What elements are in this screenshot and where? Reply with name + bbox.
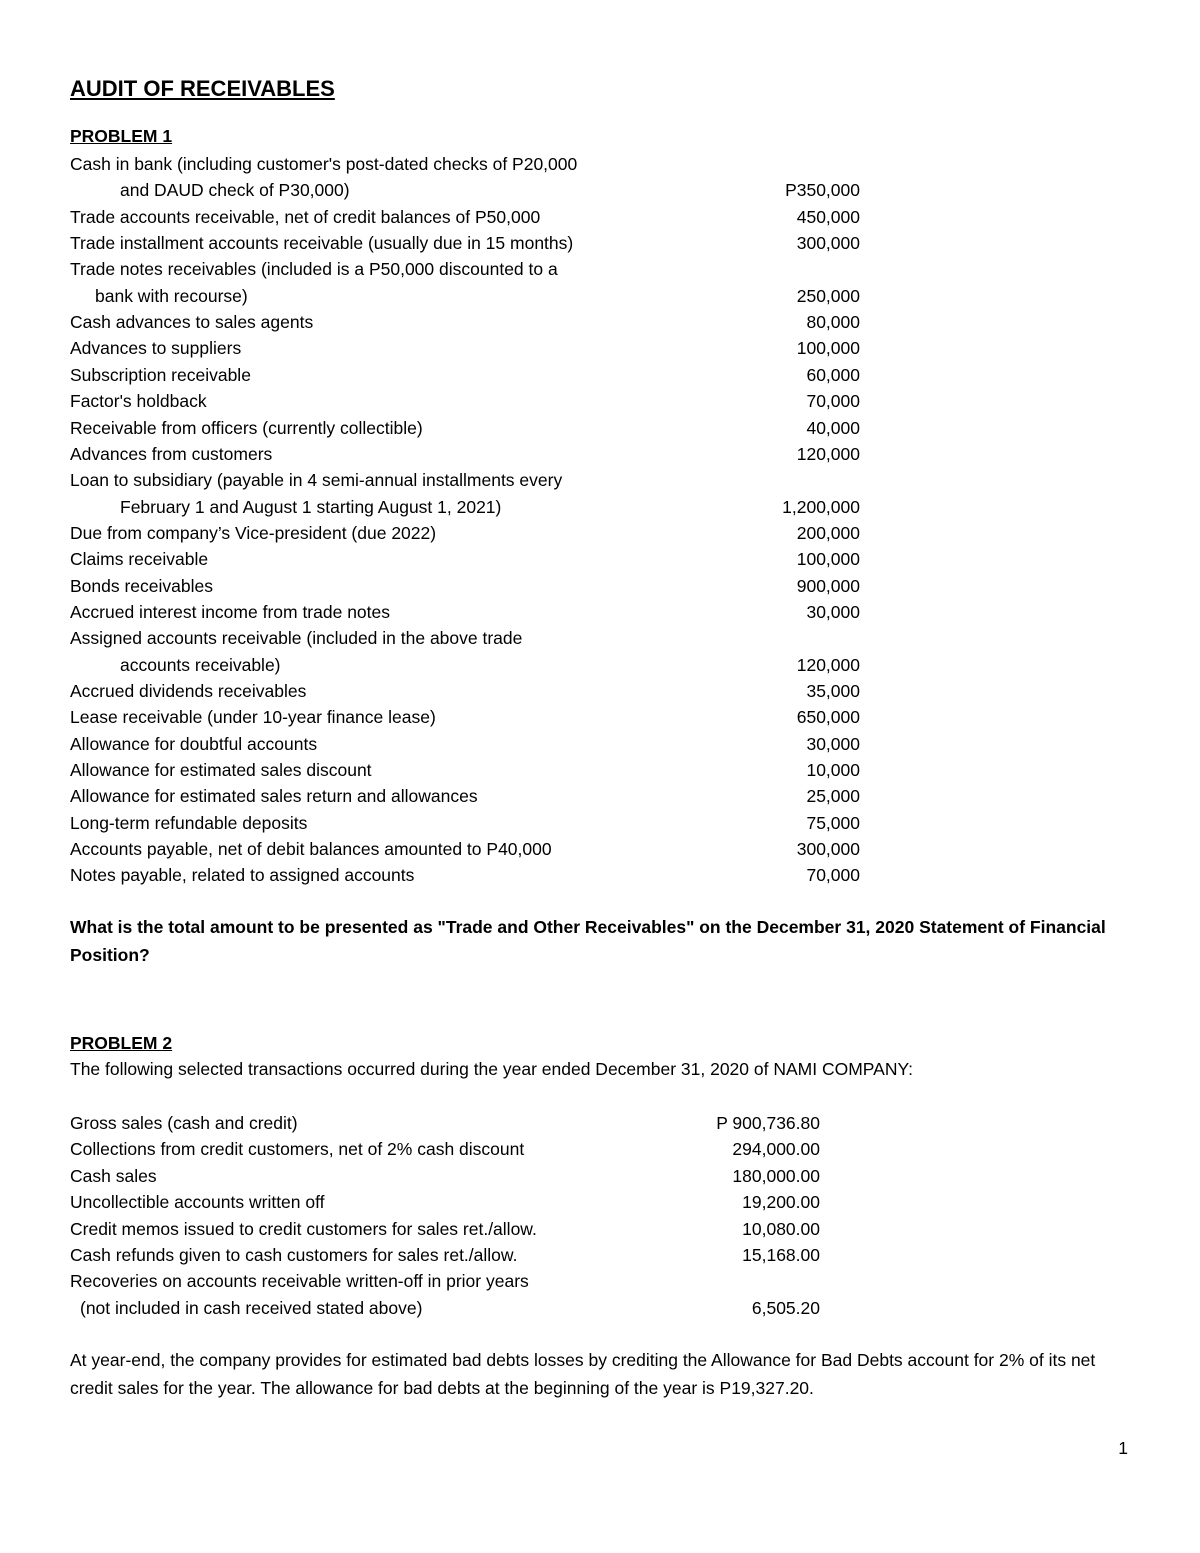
row-amount: 250,000	[796, 285, 860, 306]
row-label: Cash advances to sales agents	[70, 312, 314, 333]
row-amount: 19,200.00	[742, 1192, 820, 1213]
row-amount: 294,000.00	[732, 1139, 820, 1160]
row-label: Recoveries on accounts receivable written-off in prior years	[70, 1271, 529, 1292]
problem1-row	[70, 734, 860, 760]
row-amount: 40,000	[806, 417, 860, 438]
row-amount: 10,000	[806, 760, 860, 781]
problem2-row	[70, 1219, 820, 1245]
problem1-row	[70, 839, 860, 865]
problem2-row	[70, 1139, 820, 1165]
row-amount: 15,168.00	[742, 1245, 820, 1265]
row-label: bank with recourse)	[95, 285, 248, 306]
row-amount: 650,000	[796, 707, 860, 728]
row-label: Advances from customers	[70, 443, 273, 464]
row-amount: 450,000	[796, 206, 860, 227]
problem1-row	[70, 312, 860, 338]
problem1-row	[70, 523, 860, 549]
problem2-row	[70, 1245, 820, 1271]
problem1-row	[70, 865, 860, 891]
row-label: Lease receivable (under 10-year finance lease)	[70, 707, 436, 728]
problem1-row	[70, 760, 860, 786]
row-label: Trade installment accounts receivable (usually due in 15 months)	[70, 233, 574, 254]
row-amount: 120,000	[796, 654, 860, 675]
row-label: Allowance for estimated sales return and allowances	[70, 786, 478, 807]
row-label: Subscription receivable	[70, 364, 251, 385]
row-amount: 120,000	[796, 443, 860, 464]
row-label: Accrued interest income from trade notes	[70, 601, 391, 622]
problem1-row	[70, 707, 860, 733]
problem1-row	[70, 207, 860, 233]
row-amount: P350,000	[785, 180, 860, 201]
problem1-row	[70, 497, 860, 523]
row-label: Factor's holdback	[70, 391, 207, 412]
row-label: Claims receivable	[70, 549, 209, 570]
problem2-row	[70, 1298, 820, 1324]
problem1-row	[70, 233, 860, 259]
problem1-row	[70, 813, 860, 839]
problem1-row	[70, 628, 860, 654]
problem1-row	[70, 655, 860, 681]
problem1-row	[70, 418, 860, 444]
row-amount: 30,000	[806, 601, 860, 622]
row-amount: 35,000	[806, 681, 860, 701]
row-label: Receivable from officers (currently collectible)	[70, 417, 423, 438]
problem2-row	[70, 1166, 820, 1192]
row-label: Cash in bank (including customer's post-dated checks of P20,000	[70, 154, 578, 174]
problem1-row	[70, 259, 860, 285]
row-label: Trade notes receivables (included is a P50,000 discounted to a	[70, 259, 558, 280]
row-label: Notes payable, related to assigned accounts	[70, 865, 415, 886]
row-amount: 60,000	[806, 364, 860, 385]
problem1-question: What is the total amount to be presented as "Trade and Other Receivables" on the December 31, 2020 Statement of Financial Position?	[70, 917, 1106, 965]
row-amount: 300,000	[796, 233, 860, 254]
row-label: Credit memos issued to credit customers for sales ret./allow.	[70, 1218, 537, 1239]
row-label: Allowance for doubtful accounts	[70, 733, 318, 754]
problem1-heading: PROBLEM 1	[70, 126, 173, 146]
problem1-row	[70, 391, 860, 417]
problem1-row	[70, 549, 860, 575]
row-amount: 100,000	[796, 549, 860, 570]
problem1-row	[70, 470, 860, 496]
row-label: Assigned accounts receivable (included in the above trade	[70, 628, 523, 649]
row-amount: 300,000	[796, 839, 860, 860]
row-label: Uncollectible accounts written off	[70, 1192, 325, 1213]
row-label: Cash sales	[70, 1165, 157, 1186]
problem2-row	[70, 1271, 820, 1297]
row-amount: 70,000	[806, 865, 860, 886]
row-label: Allowance for estimated sales discount	[70, 760, 372, 781]
problem1-row	[70, 444, 860, 470]
row-label: Accounts payable, net of debit balances amounted to P40,000	[70, 839, 552, 860]
row-label: Gross sales (cash and credit)	[70, 1113, 298, 1133]
problem1-row	[70, 365, 860, 391]
row-label: Cash refunds given to cash customers for sales ret./allow.	[70, 1245, 518, 1265]
row-label: Long-term refundable deposits	[70, 812, 308, 833]
row-amount: 100,000	[796, 338, 860, 359]
row-label: February 1 and August 1 starting August 1, 2021)	[120, 496, 502, 517]
problem2-row	[70, 1192, 820, 1218]
row-label: Collections from credit customers, net of 2% cash discount	[70, 1139, 525, 1160]
row-label: Loan to subsidiary (payable in 4 semi-annual installments every	[70, 470, 563, 491]
problem1-row	[70, 154, 860, 180]
row-label: Accrued dividends receivables	[70, 681, 307, 701]
problem2-heading: PROBLEM 2	[70, 1033, 173, 1053]
problem2-row	[70, 1113, 820, 1139]
row-amount: 75,000	[806, 812, 860, 833]
row-amount: 80,000	[806, 312, 860, 333]
row-label: accounts receivable)	[120, 654, 281, 675]
problem1-row	[70, 681, 860, 707]
row-label: (not included in cash received stated above)	[80, 1297, 423, 1318]
row-label: Advances to suppliers	[70, 338, 242, 359]
page-number: 1	[1118, 1438, 1128, 1458]
row-amount: 6,505.20	[751, 1297, 820, 1318]
row-label: Due from company’s Vice-president (due 2022)	[70, 522, 437, 543]
row-amount: 900,000	[796, 575, 860, 596]
row-amount: P 900,736.80	[716, 1113, 820, 1133]
row-label: Trade accounts receivable, net of credit balances of P50,000	[70, 206, 541, 227]
document-title: AUDIT OF RECEIVABLES	[70, 76, 335, 101]
row-amount: 180,000.00	[732, 1165, 820, 1186]
problem1-row	[70, 576, 860, 602]
problem2-closing: At year-end, the company provides for estimated bad debts losses by crediting the Allowance for Bad Debts account for 2% of its net credit sales for the year. The allowance for bad debts at the beginning of the year is P19,327.20.	[70, 1350, 1096, 1398]
row-amount: 25,000	[806, 786, 860, 807]
problem1-row	[70, 338, 860, 364]
problem1-row	[70, 602, 860, 628]
row-amount: 30,000	[806, 733, 860, 754]
problem2-intro: The following selected transactions occurred during the year ended December 31, 2020 of NAMI COMPANY:	[70, 1059, 914, 1079]
problem1-row	[70, 786, 860, 812]
row-amount: 70,000	[806, 391, 860, 412]
row-amount: 10,080.00	[742, 1218, 820, 1239]
row-label: Bonds receivables	[70, 575, 213, 596]
row-label: and DAUD check of P30,000)	[120, 180, 350, 201]
problem1-row	[70, 286, 860, 312]
row-amount: 200,000	[796, 522, 860, 543]
row-amount: 1,200,000	[782, 496, 860, 517]
problem1-row	[70, 180, 860, 206]
